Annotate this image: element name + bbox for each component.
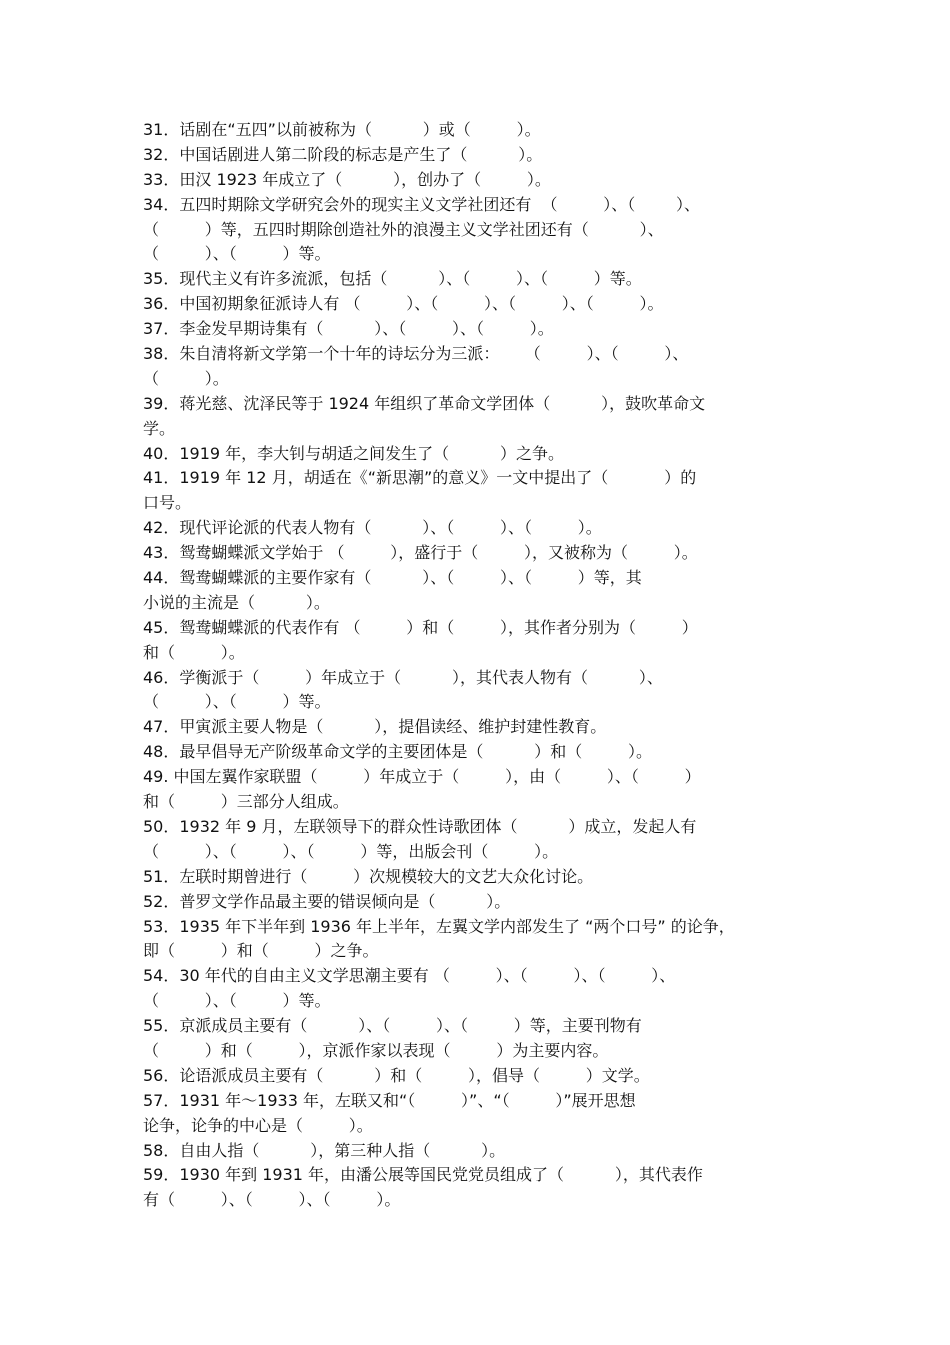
- text-line: （ ）、（ ）等。: [143, 991, 331, 1011]
- text-line: 41．1919 年 12 月，胡适在《“新思潮”的意义》一文中提出了（ ）的: [143, 468, 697, 488]
- text-line: 59．1930 年到 1931 年，由潘公展等国民党党员组成了（ ），其代表作: [143, 1165, 703, 1185]
- text-line: （ ）。: [143, 368, 229, 388]
- text-line: 55．京派成员主要有（ ）、（ ）、（ ）等，主要刊物有: [143, 1016, 642, 1036]
- text-line: 小说的主流是（ ）。: [143, 592, 330, 612]
- text-line: 即（ ）和（ ）之争。: [143, 941, 379, 961]
- text-line: 38．朱自清将新文学第一个十年的诗坛分为三派： （ ）、（ ）、: [143, 344, 689, 364]
- text-line: （ ）、（ ）等。: [143, 692, 331, 712]
- text-line: 54．30 年代的自由主义文学思潮主要有 （ ）、（ ）、（ ）、: [143, 966, 676, 986]
- text-line: 35．现代主义有许多流派，包括（ ）、（ ）、（ ）等。: [143, 269, 642, 289]
- text-line: 34．五四时期除文学研究会外的现实主义文学社团还有 （ ）、（ ）、: [143, 194, 700, 214]
- text-line: 52．普罗文学作品最主要的错误倾向是（ ）。: [143, 891, 511, 911]
- text-line: 53．1935 年下半年到 1936 年上半年，左翼文学内部发生了 “两个口号” 的论争，: [143, 916, 735, 936]
- text-line: 学。: [143, 418, 176, 438]
- text-line: 49. 中国左翼作家联盟（ ）年成立于（ ），由（ ）、（ ）: [143, 767, 701, 787]
- text-line: 39．蒋光慈、沈泽民等于 1924 年组织了革命文学团体（ ），鼓吹革命文: [143, 393, 706, 413]
- text-line: 45．鸳鸯蝴蝶派的代表作有 （ ）和（ ），其作者分别为（ ）: [143, 617, 698, 637]
- text-line: 32．中国话剧进人第二阶段的标志是产生了（ ）。: [143, 144, 543, 164]
- text-line: 58．自由人指（ ），第三种人指（ ）。: [143, 1140, 506, 1160]
- text-line: 和（ ）三部分人组成。: [143, 792, 349, 812]
- text-line: 有（ ）、（ ）、（ ）。: [143, 1190, 401, 1210]
- text-line: 51．左联时期曾进行（ ）次规模较大的文艺大众化讨论。: [143, 866, 594, 886]
- text-line: （ ）等，五四时期除创造社外的浪漫主义文学社团还有（ ）、: [143, 219, 664, 239]
- text-line: 31．话剧在“五四”以前被称为（ ）或（ ）。: [143, 120, 541, 139]
- text-line: 42．现代评论派的代表人物有（ ）、（ ）、（ ）。: [143, 518, 602, 538]
- text-line: 44．鸳鸯蝴蝶派的主要作家有（ ）、（ ）、（ ）等，其: [143, 568, 642, 588]
- text-line: 57．1931 年～1933 年，左联又和“（ ）”、“（ ）”展开思想: [143, 1090, 636, 1110]
- text-line: 33．田汉 1923 年成立了（ ），创办了（ ）。: [143, 169, 551, 189]
- text-line: 50．1932 年 9 月，左联领导下的群众性诗歌团体（ ）成立，发起人有: [143, 816, 697, 836]
- text-line: （ ）和（ ），京派作家以表现（ ）为主要内容。: [143, 1040, 609, 1060]
- text-line: 论争，论争的中心是（ ）。: [143, 1115, 373, 1135]
- text-line: 46．学衡派于（ ）年成立于（ ），其代表人物有（ ）、: [143, 667, 663, 687]
- text-line: 43．鸳鸯蝴蝶派文学始于 （ ），盛行于（ ），又被称为（ ）。: [143, 543, 698, 563]
- text-line: 47．甲寅派主要人物是（ ），提倡读经、维护封建性教育。: [143, 717, 607, 737]
- text-line: 口号。: [143, 493, 192, 513]
- text-line: 40．1919 年，李大钊与胡适之间发生了（ ）之争。: [143, 443, 565, 463]
- text-line: （ ）、（ ）、（ ）等，出版会刊（ ）。: [143, 841, 559, 861]
- text-line: 48．最早倡导无产阶级革命文学的主要团体是（ ）和（ ）。: [143, 742, 652, 762]
- text-line: （ ）、（ ）等。: [143, 244, 331, 264]
- text-line: 37．李金发早期诗集有（ ）、（ ）、（ ）。: [143, 319, 554, 339]
- text-line: 56．论语派成员主要有（ ）和（ ），倡导（ ）文学。: [143, 1065, 650, 1085]
- question-list: [143, 118, 813, 1213]
- text-line: 和（ ）。: [143, 642, 245, 662]
- text-line: 36．中国初期象征派诗人有 （ ）、（ ）、（ ）、（ ）。: [143, 294, 664, 314]
